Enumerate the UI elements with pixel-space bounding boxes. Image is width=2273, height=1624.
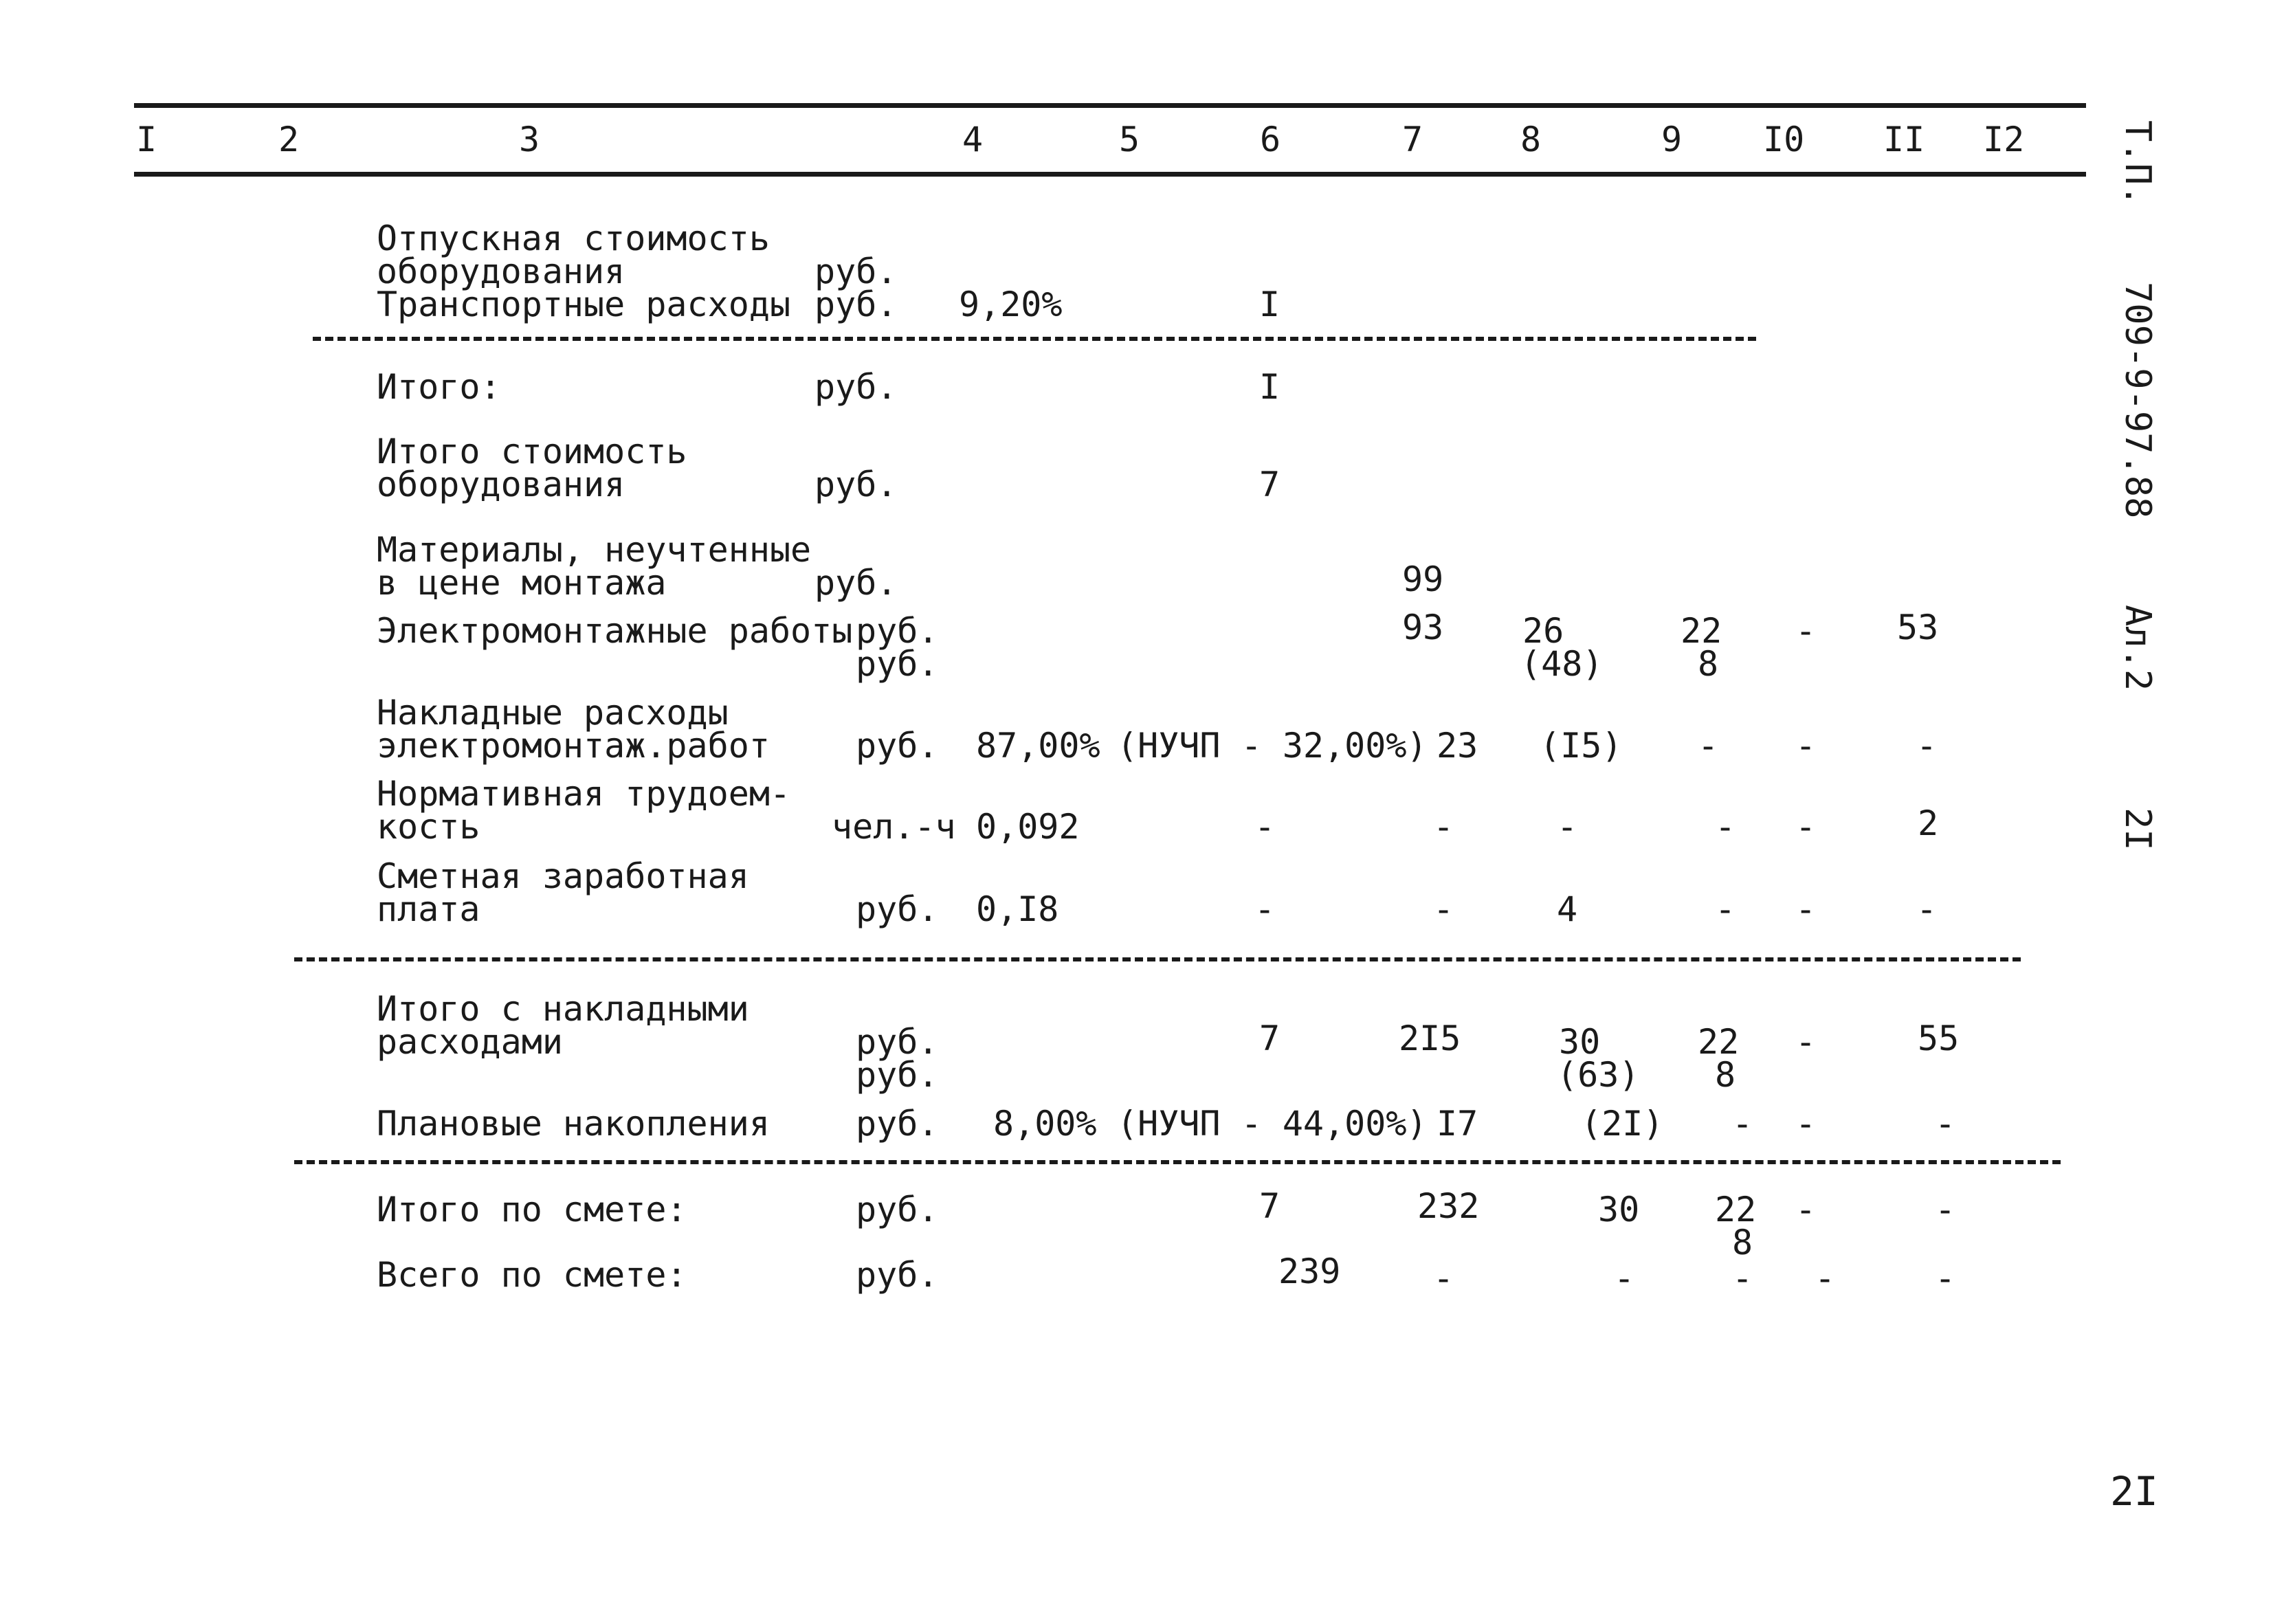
col-number-9: 9 (1661, 120, 1683, 159)
row-total-overhead-col11: 55 (1918, 1019, 1960, 1058)
row-wages-col11: - (1916, 889, 1938, 929)
col-number-8: 8 (1520, 120, 1542, 159)
row-total-overhead-col9: 22 (1698, 1022, 1740, 1062)
row-overhead-unit: руб. (856, 726, 939, 766)
row-electrical-works-col9-sub: 8 (1698, 644, 1719, 684)
row-estimate-total-col6: 7 (1259, 1186, 1280, 1226)
row-estimate-total-col10: - (1795, 1190, 1817, 1230)
row-labor-col11: 2 (1918, 803, 1939, 843)
row-subtotal-col6: I (1259, 367, 1280, 407)
row-equipment-total-name-2: оборудования (377, 465, 625, 504)
row-total-overhead-col6: 7 (1259, 1019, 1280, 1058)
col-number-10: I0 (1763, 120, 1805, 159)
row-overhead-nuchp: (НУЧП - 32,00%) (1117, 726, 1428, 766)
row-planned-col11: - (1935, 1104, 1956, 1144)
row-electrical-works-unit-2: руб. (856, 644, 939, 684)
row-electrical-works-name: Электромонтажные работы (377, 611, 853, 651)
side-label-album: Ал.2 (2117, 605, 2158, 691)
row-total-overhead-col9-sub: 8 (1715, 1055, 1736, 1095)
col-number-2: 2 (278, 120, 300, 159)
row-labor-col6: - (1254, 807, 1276, 847)
col-number-12: I2 (1983, 120, 2025, 159)
row-electrical-works-col9: 22 (1681, 611, 1722, 651)
row-total-overhead-name-1: Итого с накладными (377, 989, 749, 1029)
row-overhead-col8: (I5) (1540, 726, 1623, 766)
row-total-overhead-col8: 30 (1559, 1022, 1601, 1062)
row-total-overhead-col8-paren: (63) (1557, 1055, 1640, 1095)
col-number-6: 6 (1260, 120, 1281, 159)
row-total-overhead-col7: 2I5 (1399, 1019, 1461, 1058)
row-overhead-col9: - (1698, 726, 1719, 766)
row-planned-col9: - (1732, 1104, 1753, 1144)
row-materials-name-1: Материалы, неучтенные (377, 530, 812, 570)
row-planned-col10: - (1795, 1104, 1817, 1144)
col-number-1: I (136, 120, 157, 159)
row-wages-col7: - (1433, 889, 1454, 929)
row-estimate-total-unit: руб. (856, 1190, 939, 1230)
side-label-series: Т.П. (2117, 120, 2158, 207)
row-labor-col9: - (1715, 807, 1736, 847)
col-number-5: 5 (1119, 120, 1140, 159)
row-grand-total-name: Всего по смете: (377, 1255, 687, 1295)
col-number-3: 3 (519, 120, 540, 159)
row-wages-name-2: плата (377, 889, 480, 929)
row-transport-unit: руб. (814, 285, 898, 324)
row-wages-col6: - (1254, 889, 1276, 929)
row-equipment-price-unit: руб. (814, 252, 898, 291)
row-grand-total-col9: - (1732, 1258, 1753, 1298)
side-label-sheet: 2I (2117, 808, 2158, 851)
dashed-separator-2 (294, 957, 2021, 961)
row-electrical-works-col7: 93 (1402, 608, 1444, 647)
row-materials-col7: 99 (1402, 559, 1444, 599)
col-number-7: 7 (1402, 120, 1423, 159)
dashed-separator-3 (294, 1160, 2061, 1164)
row-overhead-col11: - (1916, 726, 1938, 766)
row-materials-unit: руб. (814, 563, 898, 603)
row-electrical-works-col8-paren: (48) (1520, 644, 1604, 684)
row-equipment-price-name-2: оборудования (377, 252, 625, 291)
row-overhead-rate: 87,00% (976, 726, 1100, 766)
row-equipment-total-col6: 7 (1259, 465, 1280, 504)
header-top-rule (134, 103, 2086, 108)
row-total-overhead-col10: - (1795, 1022, 1817, 1062)
row-wages-col9: - (1715, 889, 1736, 929)
row-subtotal-name: Итого: (377, 367, 501, 407)
row-labor-col8: - (1557, 807, 1578, 847)
row-wages-col8: 4 (1557, 889, 1578, 929)
row-transport-name: Транспортные расходы (377, 285, 791, 324)
col-number-11: II (1883, 120, 1925, 159)
row-estimate-total-col8: 30 (1598, 1190, 1640, 1230)
row-labor-col10: - (1795, 807, 1817, 847)
row-labor-name-2: кость (377, 807, 480, 847)
row-labor-unit: чел.-ч (832, 807, 956, 847)
row-total-overhead-name-2: расходами (377, 1022, 563, 1062)
row-estimate-total-name: Итого по смете: (377, 1190, 687, 1230)
dashed-separator-1 (313, 337, 1756, 341)
row-estimate-total-col9-sub: 8 (1732, 1223, 1753, 1263)
row-planned-name: Плановые накопления (377, 1104, 770, 1144)
row-transport-col6: I (1259, 285, 1280, 324)
row-planned-nuchp: (НУЧП - 44,00%) (1117, 1104, 1428, 1144)
row-planned-rate: 8,00% (993, 1104, 1097, 1144)
row-overhead-name-1: Накладные расходы (377, 693, 729, 733)
row-overhead-name-2: электромонтаж.работ (377, 726, 770, 766)
header-bottom-rule (134, 172, 2086, 177)
row-estimate-total-col7: 232 (1417, 1186, 1480, 1226)
row-grand-total-col11: - (1935, 1258, 1956, 1298)
row-electrical-works-col10: - (1795, 611, 1817, 651)
row-grand-total-unit: руб. (856, 1255, 939, 1295)
row-wages-name-1: Сметная заработная (377, 856, 749, 896)
row-planned-col7: I7 (1437, 1104, 1478, 1144)
row-planned-unit: руб. (856, 1104, 939, 1144)
row-grand-total-col10: - (1815, 1258, 1836, 1298)
row-transport-rate: 9,20% (959, 285, 1063, 324)
page-number: 2I (2110, 1468, 2158, 1515)
row-total-overhead-unit-2: руб. (856, 1055, 939, 1095)
row-electrical-works-col11: 53 (1897, 608, 1939, 647)
row-wages-rate: 0,I8 (976, 889, 1059, 929)
row-labor-col7: - (1433, 807, 1454, 847)
row-planned-col8: (2I) (1581, 1104, 1664, 1144)
row-electrical-works-col8: 26 (1522, 611, 1564, 651)
row-labor-name-1: Нормативная трудоем- (377, 774, 791, 814)
row-labor-rate: 0,092 (976, 807, 1080, 847)
row-wages-col10: - (1795, 889, 1817, 929)
row-subtotal-unit: руб. (814, 367, 898, 407)
row-grand-total-col8: - (1614, 1258, 1635, 1298)
row-materials-name-2: в цене монтажа (377, 563, 667, 603)
row-equipment-total-unit: руб. (814, 465, 898, 504)
row-estimate-total-col9: 22 (1715, 1190, 1757, 1230)
row-overhead-col7: 23 (1437, 726, 1478, 766)
row-overhead-col10: - (1795, 726, 1817, 766)
row-estimate-total-col11: - (1935, 1190, 1956, 1230)
col-number-4: 4 (962, 120, 984, 159)
side-label-code: 709-9-97.88 (2117, 282, 2158, 519)
row-grand-total-col7: - (1433, 1258, 1454, 1298)
row-grand-total-col6: 239 (1278, 1252, 1341, 1291)
row-total-overhead-unit-1: руб. (856, 1022, 939, 1062)
row-wages-unit: руб. (856, 889, 939, 929)
row-equipment-price-name-1: Отпускная стоимость (377, 219, 770, 258)
row-electrical-works-unit-1: руб. (856, 611, 939, 651)
row-equipment-total-name-1: Итого стоимость (377, 432, 687, 471)
